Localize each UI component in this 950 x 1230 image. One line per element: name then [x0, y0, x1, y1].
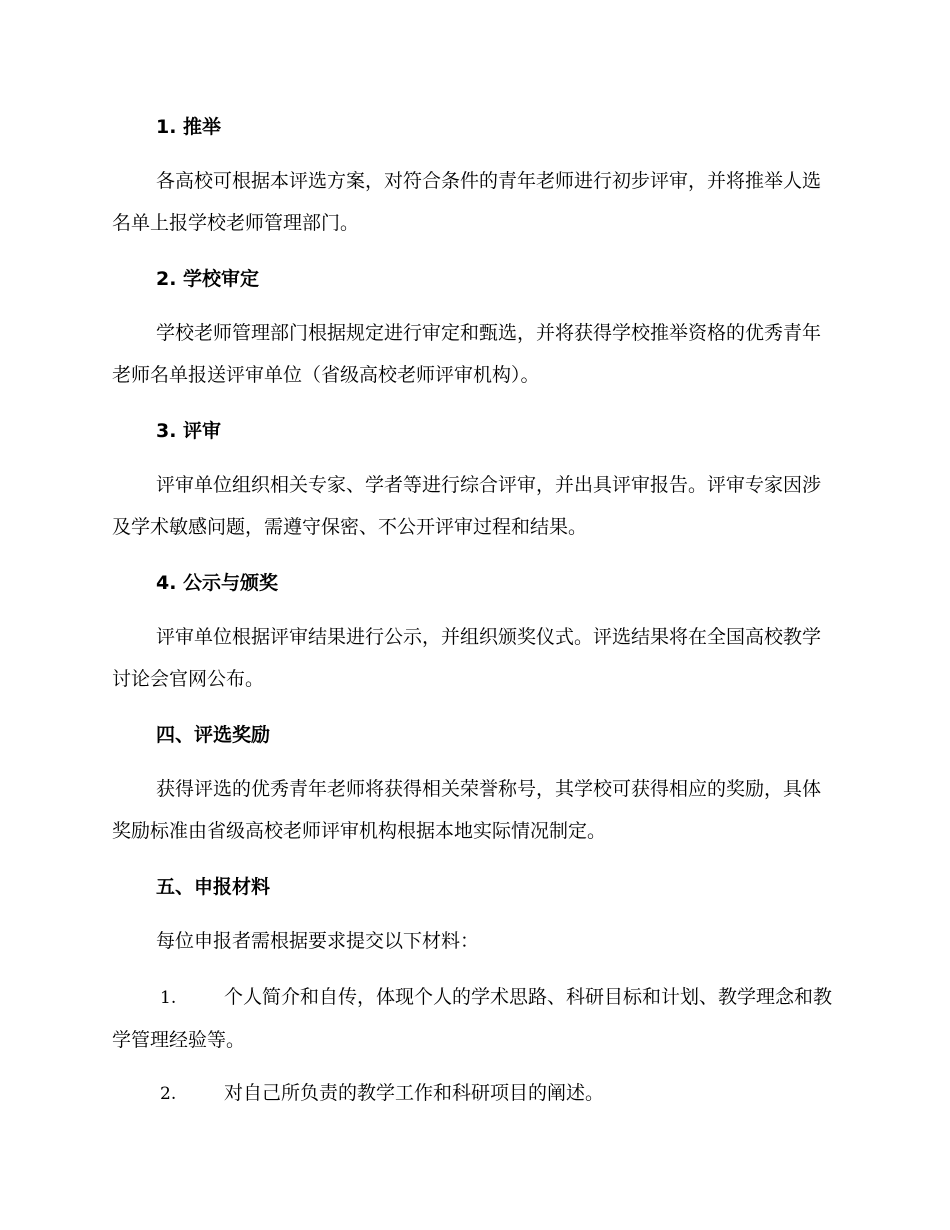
paragraph-publicity-award: 评审单位根据评审结果进行公示，并组织颁奖仪式。评选结果将在全国高校教学讨论会官网公布。 [112, 626, 822, 690]
section-heading-publicity-award: 4. 公示与颁奖 [156, 572, 279, 594]
section-heading-evaluation: 3. 评审 [156, 420, 222, 442]
paragraph-materials: 每位申报者需根据要求提交以下材料： [156, 930, 480, 952]
paragraph-rewards: 获得评选的优秀青年老师将获得相关荣誉称号，其学校可获得相应的奖励，具体奖励标准由省级高校老师评审机构根据本地实际情况制定。 [112, 778, 822, 842]
list-item [112, 1072, 838, 1115]
list-item [112, 976, 838, 1061]
paragraph-evaluation: 评审单位组织相关专家、学者等进行综合评审，并出具评审报告。评审专家因涉及学术敏感问题，需遵守保密、不公开评审过程和结果。 [112, 474, 822, 538]
section-heading-recommend: 1. 推举 [156, 116, 222, 138]
list-item-number: 2. [160, 1084, 177, 1104]
list-item-text: 个人简介和自传，体现个人的学术思路、科研目标和计划、教学理念和教学管理经验等。 [112, 986, 833, 1051]
list-item-text: 对自己所负责的教学工作和科研项目的阐述。 [224, 1082, 605, 1104]
section-heading-materials: 五、申报材料 [156, 876, 271, 898]
list-item-number: 1. [160, 988, 177, 1008]
section-heading-rewards: 四、评选奖励 [156, 724, 271, 746]
paragraph-recommend: 各高校可根据本评选方案，对符合条件的青年老师进行初步评审，并将推举人选名单上报学校老师管理部门。 [112, 170, 822, 234]
paragraph-school-review: 学校老师管理部门根据规定进行审定和甄选，并将获得学校推举资格的优秀青年老师名单报送评审单位（省级高校老师评审机构）。 [112, 322, 822, 386]
section-heading-school-review: 2. 学校审定 [156, 268, 260, 290]
